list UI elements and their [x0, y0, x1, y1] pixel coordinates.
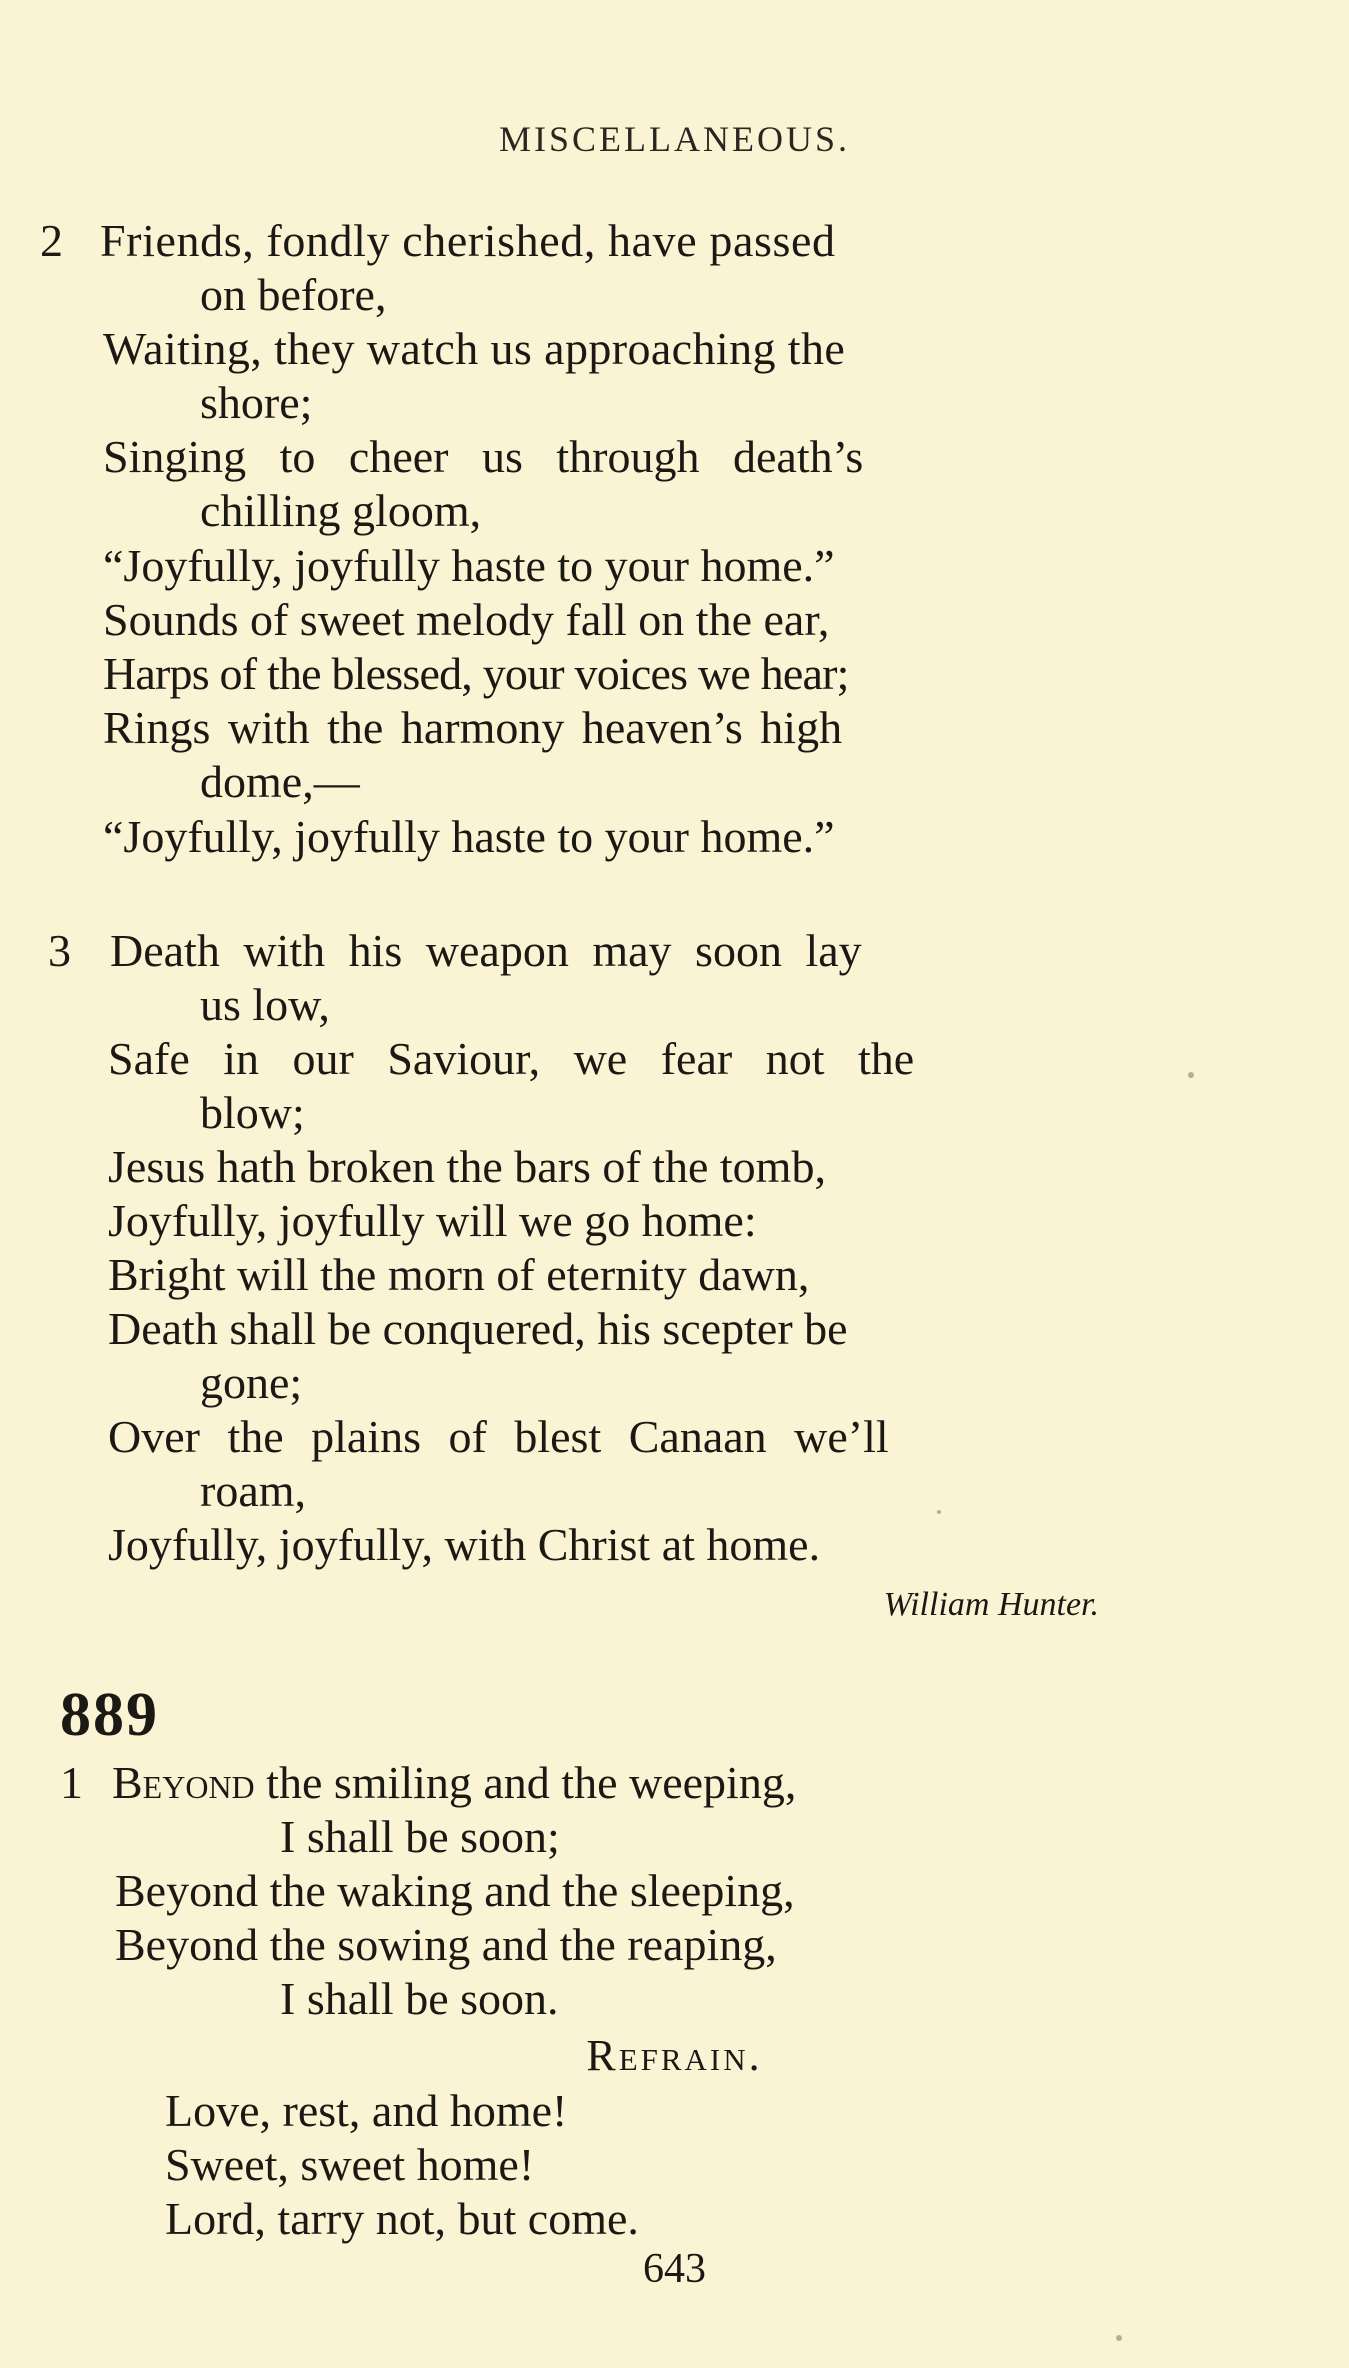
stanza-line: Joyfully, joyfully will we go home: — [108, 1195, 757, 1246]
hymn-number: 889 — [60, 1681, 159, 1749]
stanza-line: dome,— — [200, 756, 360, 807]
refrain-heading: Refrain. — [586, 2031, 763, 2080]
stanza-line: Joyfully, joyfully, with Christ at home. — [108, 1519, 821, 1570]
stanza-line: I shall be soon. — [280, 1973, 559, 2024]
stanza-line: Sounds of sweet melody fall on the ear, — [103, 594, 830, 645]
stanza-line: roam, — [200, 1465, 307, 1516]
stanza-line: Harps of the blessed, your voices we hear; — [103, 648, 849, 699]
refrain-line: Love, rest, and home! — [165, 2085, 568, 2136]
stanza-line: on before, — [200, 269, 387, 320]
drop-word: Beyond — [112, 1757, 255, 1808]
stanza-line: Death with his weapon may soon lay — [110, 925, 862, 976]
stanza-line: Bright will the morn of eternity dawn, — [108, 1249, 810, 1300]
stanza-line: chilling gloom, — [200, 485, 482, 536]
stanza-line: us low, — [200, 979, 330, 1030]
author-attribution: William Hunter. — [883, 1586, 1099, 1623]
stanza-line: blow; — [200, 1087, 305, 1138]
stanza-line: shore; — [200, 377, 313, 428]
stanza-line: Waiting, they watch us approaching the — [103, 323, 846, 374]
paper-speck — [937, 1510, 941, 1514]
stanza-line: Safe in our Saviour, we fear not the — [108, 1033, 915, 1084]
verse-number: 2 — [40, 215, 63, 266]
page-header: MISCELLANEOUS. — [498, 119, 850, 159]
stanza-line: Rings with the harmony heaven’s high — [103, 702, 843, 753]
paper-speck — [1116, 2335, 1122, 2341]
stanza-line: Beyond the sowing and the reaping, — [115, 1919, 777, 1970]
stanza-line: gone; — [200, 1357, 303, 1408]
page-number: 643 — [643, 2246, 706, 2292]
verse-number: 3 — [48, 925, 71, 976]
verse-number: 1 — [60, 1757, 83, 1808]
line-rest: the smiling and the weeping, — [254, 1757, 797, 1808]
stanza-line: Jesus hath broken the bars of the tomb, — [108, 1141, 826, 1192]
stanza-line: “Joyfully, joyfully haste to your home.” — [103, 811, 835, 862]
stanza-line: Over the plains of blest Canaan we’ll — [108, 1411, 889, 1462]
stanza-line: “Joyfully, joyfully haste to your home.” — [103, 540, 835, 591]
refrain-line: Lord, tarry not, but come. — [165, 2193, 639, 2244]
stanza-line: Singing to cheer us through death’s — [103, 431, 864, 482]
stanza-line: Friends, fondly cherished, have passed — [100, 215, 836, 266]
paper-speck — [1188, 1072, 1194, 1078]
stanza-line: Beyond the waking and the sleeping, — [115, 1865, 795, 1916]
stanza-line: Death shall be conquered, his scepter be — [108, 1303, 848, 1354]
stanza-line: I shall be soon; — [280, 1811, 560, 1862]
stanza-line — [112, 1757, 797, 1808]
refrain-line: Sweet, sweet home! — [165, 2139, 535, 2190]
